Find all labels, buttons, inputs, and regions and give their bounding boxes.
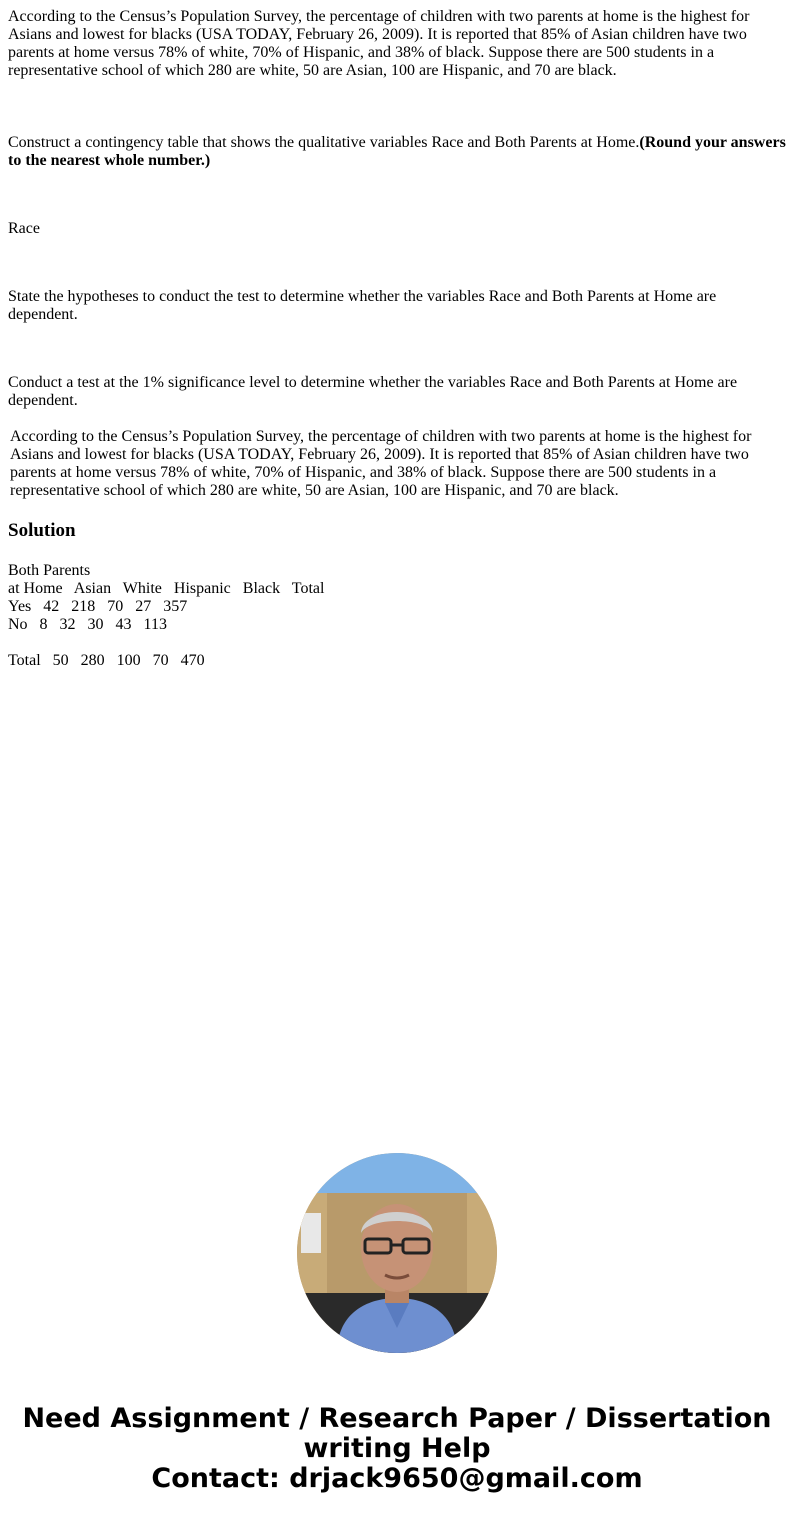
avatar-photo [297,1153,497,1353]
construct-text: Construct a contingency table that shows the qualitative variables Race and Both Parents at Home. [8,134,640,151]
solution-table [8,562,788,670]
footer-line-1: Need Assignment / Research Paper / Dissertation [22,1403,772,1434]
hypotheses-prompt: State the hypotheses to conduct the test to determine whether the variables Race and Both Parents at Home are dependent. [8,288,717,323]
footer-line-2: writing Help [303,1433,491,1464]
footer-contact: Contact: drjack9650@gmail.com [151,1463,643,1494]
solution-line: at Home Asian White Hispanic Black Total [8,580,325,597]
rounding-note: (Round your answers to the nearest whole number.) [8,134,786,169]
document-content [8,8,788,670]
author-avatar [297,1153,497,1353]
solution-line: No 8 32 30 43 113 [8,616,167,633]
solution-line: Yes 42 218 70 27 357 [8,598,188,615]
solution-heading: Solution [8,520,76,541]
solution-line: Total 50 280 100 70 470 [8,652,205,669]
repeated-intro: According to the Census’s Population Survey, the percentage of children with two parents at home is the highest for Asians and lowest for blacks (USA TODAY, February 26, 2009). It is reported that 85% of Asian children have two parents at home versus 78% of white, 70% of Hispanic, and 38% of black. Suppose there are 500 students in a representative school of which 280 are white, 50 are Asian, 100 are Hispanic, and 70 are black. [10,428,752,499]
solution-blank-line [8,634,788,652]
repeated-question [8,420,788,500]
solution-line: Both Parents [8,562,91,579]
conduct-test-prompt: Conduct a test at the 1% significance level to determine whether the variables Race and Both Parents at Home are dependent. [8,374,738,409]
footer-banner [0,1404,794,1494]
construct-instruction [8,134,788,170]
question-intro: According to the Census’s Population Survey, the percentage of children with two parents at home is the highest for Asians and lowest for blacks (USA TODAY, February 26, 2009). It is reported that 85% of Asian children have two parents at home versus 78% of white, 70% of Hispanic, and 38% of black. Suppose there are 500 students in a representative school of which 280 are white, 50 are Asian, 100 are Hispanic, and 70 are black. [8,8,750,79]
race-label: Race [8,220,40,237]
